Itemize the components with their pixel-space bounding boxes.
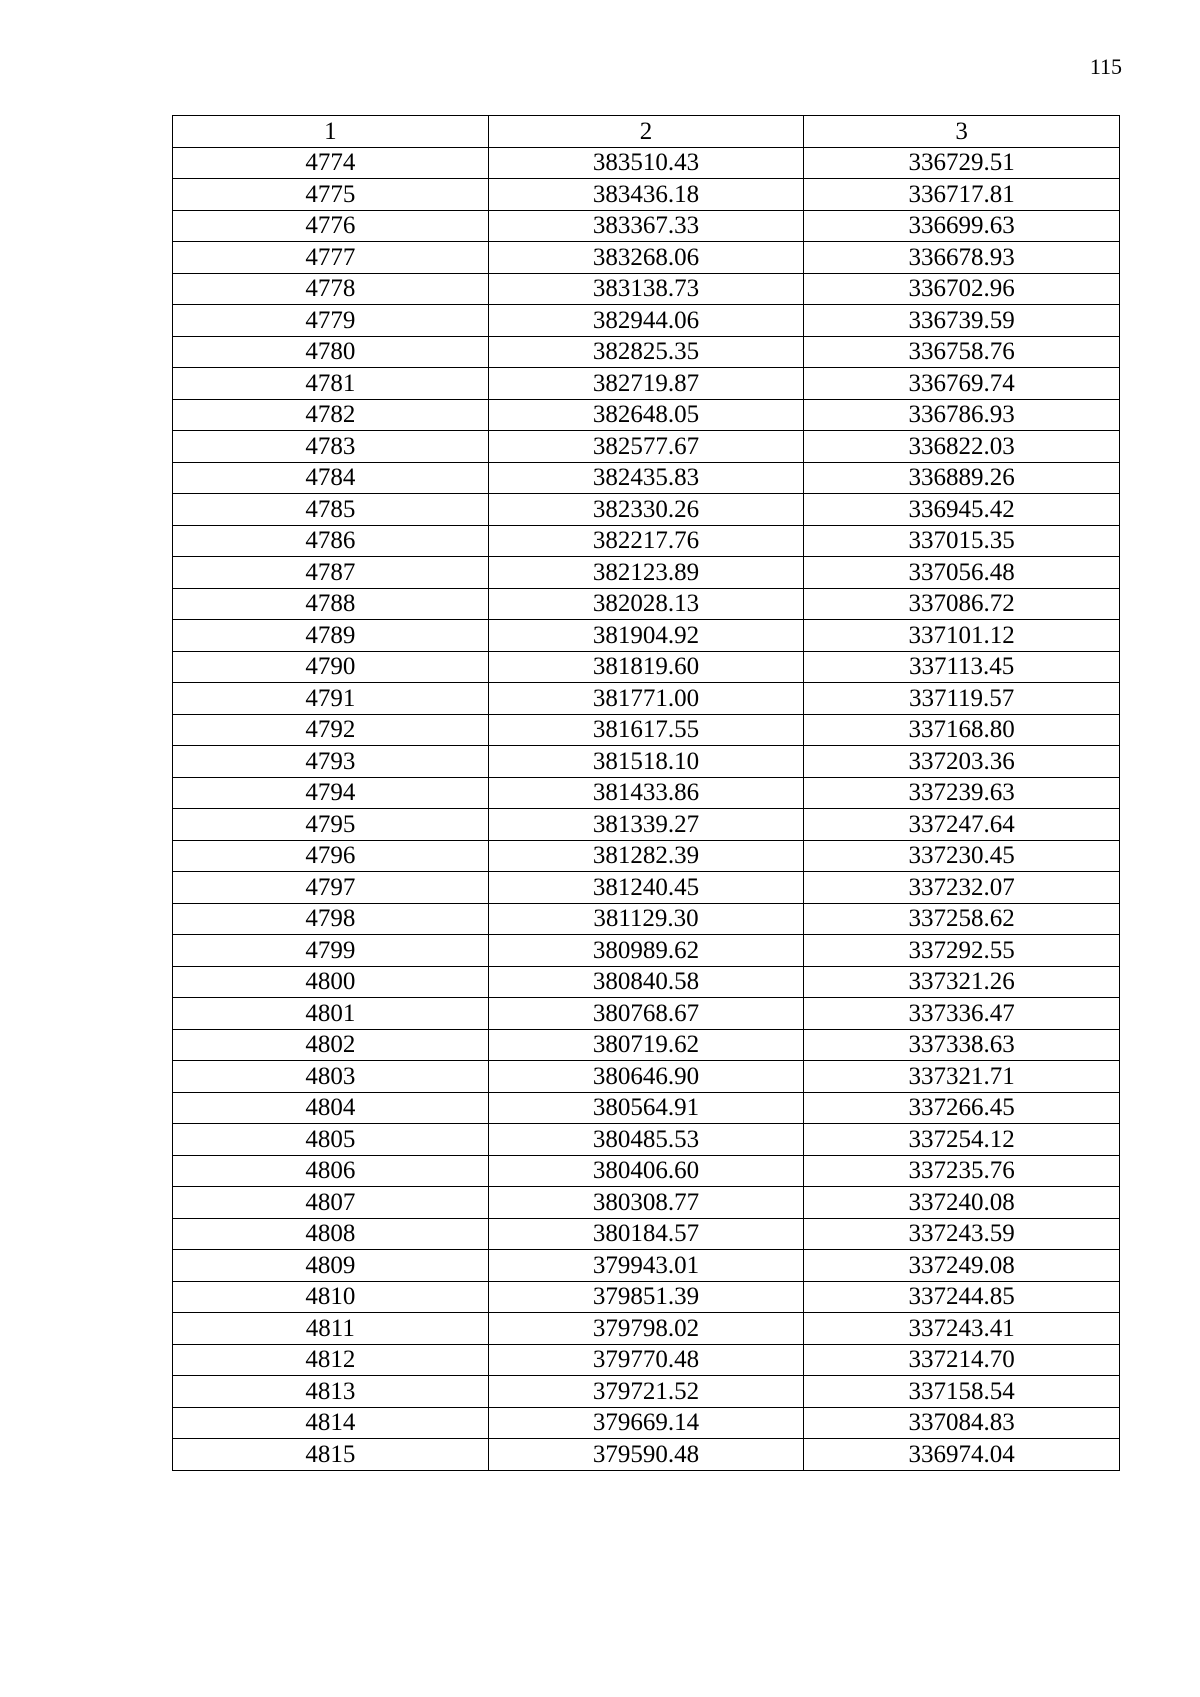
- point-number-cell: 4803: [173, 1061, 489, 1093]
- y-coordinate-cell: 336889.26: [804, 462, 1120, 494]
- point-number-cell: 4800: [173, 966, 489, 998]
- x-coordinate-cell: 379851.39: [488, 1281, 804, 1313]
- y-coordinate-cell: 337247.64: [804, 809, 1120, 841]
- table-row: [173, 714, 1120, 746]
- x-coordinate-cell: 380564.91: [488, 1092, 804, 1124]
- point-number-cell: 4810: [173, 1281, 489, 1313]
- x-coordinate-cell: 382719.87: [488, 368, 804, 400]
- table-row: [173, 1061, 1120, 1093]
- y-coordinate-cell: 337292.55: [804, 935, 1120, 967]
- point-number-cell: 4793: [173, 746, 489, 778]
- x-coordinate-cell: 381904.92: [488, 620, 804, 652]
- y-coordinate-cell: 337232.07: [804, 872, 1120, 904]
- y-coordinate-cell: 336974.04: [804, 1439, 1120, 1471]
- y-coordinate-cell: 337249.08: [804, 1250, 1120, 1282]
- point-number-cell: 4784: [173, 462, 489, 494]
- table-row: [173, 336, 1120, 368]
- table-row: [173, 588, 1120, 620]
- y-coordinate-cell: 337240.08: [804, 1187, 1120, 1219]
- y-coordinate-cell: 336758.76: [804, 336, 1120, 368]
- table-row: [173, 777, 1120, 809]
- point-number-cell: 4795: [173, 809, 489, 841]
- x-coordinate-cell: 380719.62: [488, 1029, 804, 1061]
- x-coordinate-cell: 382825.35: [488, 336, 804, 368]
- x-coordinate-cell: 382217.76: [488, 525, 804, 557]
- table-row: [173, 147, 1120, 179]
- x-coordinate-cell: 382123.89: [488, 557, 804, 589]
- y-coordinate-cell: 336822.03: [804, 431, 1120, 463]
- y-coordinate-cell: 336739.59: [804, 305, 1120, 337]
- x-coordinate-cell: 381819.60: [488, 651, 804, 683]
- y-coordinate-cell: 337230.45: [804, 840, 1120, 872]
- table-row: [173, 462, 1120, 494]
- point-number-cell: 4780: [173, 336, 489, 368]
- point-number-cell: 4809: [173, 1250, 489, 1282]
- y-coordinate-cell: 337321.26: [804, 966, 1120, 998]
- point-number-cell: 4786: [173, 525, 489, 557]
- x-coordinate-cell: 379590.48: [488, 1439, 804, 1471]
- point-number-cell: 4811: [173, 1313, 489, 1345]
- x-coordinate-cell: 379721.52: [488, 1376, 804, 1408]
- y-coordinate-cell: 337235.76: [804, 1155, 1120, 1187]
- y-coordinate-cell: 336699.63: [804, 210, 1120, 242]
- x-coordinate-cell: 381518.10: [488, 746, 804, 778]
- table-row: [173, 273, 1120, 305]
- x-coordinate-cell: 380184.57: [488, 1218, 804, 1250]
- x-coordinate-cell: 379770.48: [488, 1344, 804, 1376]
- x-coordinate-cell: 380840.58: [488, 966, 804, 998]
- y-coordinate-cell: 337254.12: [804, 1124, 1120, 1156]
- x-coordinate-cell: 381129.30: [488, 903, 804, 935]
- table-row: [173, 903, 1120, 935]
- x-coordinate-cell: 383436.18: [488, 179, 804, 211]
- y-coordinate-cell: 336717.81: [804, 179, 1120, 211]
- table-row: [173, 399, 1120, 431]
- table-row: [173, 1218, 1120, 1250]
- y-coordinate-cell: 337158.54: [804, 1376, 1120, 1408]
- x-coordinate-cell: 383138.73: [488, 273, 804, 305]
- table-row: [173, 1313, 1120, 1345]
- point-number-cell: 4812: [173, 1344, 489, 1376]
- x-coordinate-cell: 380308.77: [488, 1187, 804, 1219]
- y-coordinate-cell: 337266.45: [804, 1092, 1120, 1124]
- table-row: [173, 557, 1120, 589]
- y-coordinate-cell: 337101.12: [804, 620, 1120, 652]
- x-coordinate-cell: 380989.62: [488, 935, 804, 967]
- y-coordinate-cell: 337015.35: [804, 525, 1120, 557]
- x-coordinate-cell: 379669.14: [488, 1407, 804, 1439]
- point-number-cell: 4775: [173, 179, 489, 211]
- y-coordinate-cell: 336702.96: [804, 273, 1120, 305]
- x-coordinate-cell: 382577.67: [488, 431, 804, 463]
- y-coordinate-cell: 337243.41: [804, 1313, 1120, 1345]
- y-coordinate-cell: 337214.70: [804, 1344, 1120, 1376]
- column-header-3: 3: [804, 116, 1120, 148]
- point-number-cell: 4777: [173, 242, 489, 274]
- table-row: [173, 1281, 1120, 1313]
- x-coordinate-cell: 380485.53: [488, 1124, 804, 1156]
- point-number-cell: 4788: [173, 588, 489, 620]
- table-row: [173, 1155, 1120, 1187]
- table-row: [173, 305, 1120, 337]
- y-coordinate-cell: 337084.83: [804, 1407, 1120, 1439]
- x-coordinate-cell: 383367.33: [488, 210, 804, 242]
- x-coordinate-cell: 381771.00: [488, 683, 804, 715]
- x-coordinate-cell: 379943.01: [488, 1250, 804, 1282]
- x-coordinate-cell: 383268.06: [488, 242, 804, 274]
- column-header-1: 1: [173, 116, 489, 148]
- x-coordinate-cell: 381240.45: [488, 872, 804, 904]
- x-coordinate-cell: 382435.83: [488, 462, 804, 494]
- x-coordinate-cell: 383510.43: [488, 147, 804, 179]
- table-row: [173, 683, 1120, 715]
- point-number-cell: 4778: [173, 273, 489, 305]
- table-row: [173, 746, 1120, 778]
- y-coordinate-cell: 337086.72: [804, 588, 1120, 620]
- y-coordinate-cell: 337258.62: [804, 903, 1120, 935]
- point-number-cell: 4799: [173, 935, 489, 967]
- y-coordinate-cell: 336729.51: [804, 147, 1120, 179]
- page-number: 115: [1089, 54, 1122, 79]
- x-coordinate-cell: 379798.02: [488, 1313, 804, 1345]
- y-coordinate-cell: 336945.42: [804, 494, 1120, 526]
- table-row: [173, 935, 1120, 967]
- point-number-cell: 4785: [173, 494, 489, 526]
- point-number-cell: 4794: [173, 777, 489, 809]
- point-number-cell: 4798: [173, 903, 489, 935]
- point-number-cell: 4781: [173, 368, 489, 400]
- table-row: [173, 1092, 1120, 1124]
- table-row: [173, 651, 1120, 683]
- point-number-cell: 4782: [173, 399, 489, 431]
- table-row: [173, 1344, 1120, 1376]
- y-coordinate-cell: 337239.63: [804, 777, 1120, 809]
- table-row: [173, 1376, 1120, 1408]
- point-number-cell: 4802: [173, 1029, 489, 1061]
- point-number-cell: 4815: [173, 1439, 489, 1471]
- coordinates-table: [172, 115, 1120, 1471]
- table-row: [173, 210, 1120, 242]
- point-number-cell: 4787: [173, 557, 489, 589]
- y-coordinate-cell: 336786.93: [804, 399, 1120, 431]
- point-number-cell: 4774: [173, 147, 489, 179]
- table-row: [173, 431, 1120, 463]
- table-row: [173, 809, 1120, 841]
- point-number-cell: 4804: [173, 1092, 489, 1124]
- table-row: [173, 1439, 1120, 1471]
- y-coordinate-cell: 337168.80: [804, 714, 1120, 746]
- point-number-cell: 4792: [173, 714, 489, 746]
- table-row: [173, 1187, 1120, 1219]
- x-coordinate-cell: 380768.67: [488, 998, 804, 1030]
- point-number-cell: 4791: [173, 683, 489, 715]
- y-coordinate-cell: 336678.93: [804, 242, 1120, 274]
- table-row: [173, 368, 1120, 400]
- table-header: [173, 116, 1120, 148]
- x-coordinate-cell: 382330.26: [488, 494, 804, 526]
- header-row: [173, 116, 1120, 148]
- point-number-cell: 4776: [173, 210, 489, 242]
- y-coordinate-cell: 337056.48: [804, 557, 1120, 589]
- table-row: [173, 840, 1120, 872]
- table-row: [173, 620, 1120, 652]
- y-coordinate-cell: 337203.36: [804, 746, 1120, 778]
- y-coordinate-cell: 337244.85: [804, 1281, 1120, 1313]
- y-coordinate-cell: 337336.47: [804, 998, 1120, 1030]
- table-row: [173, 1029, 1120, 1061]
- point-number-cell: 4797: [173, 872, 489, 904]
- point-number-cell: 4789: [173, 620, 489, 652]
- table-row: [173, 179, 1120, 211]
- point-number-cell: 4807: [173, 1187, 489, 1219]
- table-row: [173, 1407, 1120, 1439]
- table-row: [173, 494, 1120, 526]
- x-coordinate-cell: 381617.55: [488, 714, 804, 746]
- table-row: [173, 242, 1120, 274]
- point-number-cell: 4779: [173, 305, 489, 337]
- table-body: [173, 147, 1120, 1470]
- point-number-cell: 4813: [173, 1376, 489, 1408]
- x-coordinate-cell: 382944.06: [488, 305, 804, 337]
- table-row: [173, 966, 1120, 998]
- x-coordinate-cell: 380646.90: [488, 1061, 804, 1093]
- x-coordinate-cell: 382028.13: [488, 588, 804, 620]
- point-number-cell: 4805: [173, 1124, 489, 1156]
- y-coordinate-cell: 337338.63: [804, 1029, 1120, 1061]
- y-coordinate-cell: 336769.74: [804, 368, 1120, 400]
- point-number-cell: 4783: [173, 431, 489, 463]
- y-coordinate-cell: 337243.59: [804, 1218, 1120, 1250]
- point-number-cell: 4806: [173, 1155, 489, 1187]
- point-number-cell: 4801: [173, 998, 489, 1030]
- y-coordinate-cell: 337119.57: [804, 683, 1120, 715]
- x-coordinate-cell: 381339.27: [488, 809, 804, 841]
- point-number-cell: 4814: [173, 1407, 489, 1439]
- table-row: [173, 525, 1120, 557]
- y-coordinate-cell: 337321.71: [804, 1061, 1120, 1093]
- point-number-cell: 4808: [173, 1218, 489, 1250]
- x-coordinate-cell: 382648.05: [488, 399, 804, 431]
- point-number-cell: 4790: [173, 651, 489, 683]
- table-row: [173, 998, 1120, 1030]
- column-header-2: 2: [488, 116, 804, 148]
- y-coordinate-cell: 337113.45: [804, 651, 1120, 683]
- table-row: [173, 872, 1120, 904]
- table-row: [173, 1124, 1120, 1156]
- x-coordinate-cell: 380406.60: [488, 1155, 804, 1187]
- point-number-cell: 4796: [173, 840, 489, 872]
- table-row: [173, 1250, 1120, 1282]
- x-coordinate-cell: 381433.86: [488, 777, 804, 809]
- x-coordinate-cell: 381282.39: [488, 840, 804, 872]
